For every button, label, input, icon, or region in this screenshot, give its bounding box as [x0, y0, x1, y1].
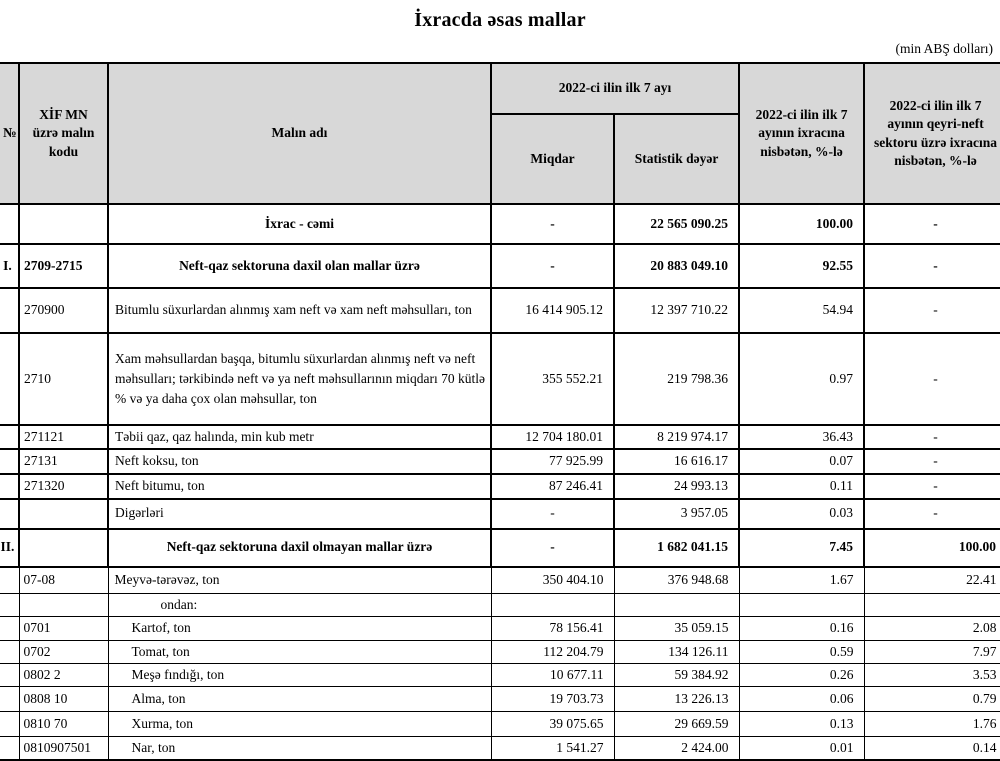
- table-row: [0, 712, 1000, 737]
- exports-table: [0, 62, 1000, 761]
- commodity-name-cell: İxrac - cəmi: [108, 204, 491, 244]
- share-of-nonoil-exports-cell: [864, 594, 1000, 617]
- table-row: [0, 288, 1000, 333]
- header-no: №: [0, 63, 19, 204]
- table-row: [0, 474, 1000, 499]
- quantity-cell: 1 541.27: [491, 737, 614, 761]
- row-number-cell: [0, 687, 19, 712]
- header-code: XİF MN üzrə malın kodu: [19, 63, 108, 204]
- commodity-code-cell: 0802 2: [19, 663, 108, 686]
- table-row: [0, 244, 1000, 288]
- share-of-exports-cell: 92.55: [739, 244, 864, 288]
- table-row: [0, 449, 1000, 473]
- share-of-nonoil-exports-cell: -: [864, 333, 1000, 425]
- table-row: [0, 594, 1000, 617]
- statistical-value-cell: 22 565 090.25: [614, 204, 739, 244]
- row-number-cell: [0, 663, 19, 686]
- share-of-exports-cell: 0.07: [739, 449, 864, 473]
- statistical-value-cell: [614, 594, 739, 617]
- quantity-cell: 78 156.41: [491, 617, 614, 640]
- quantity-cell: -: [491, 244, 614, 288]
- commodity-code-cell: 0702: [19, 640, 108, 663]
- commodity-code-cell: 0810 70: [19, 712, 108, 737]
- commodity-code-cell: 2710: [19, 333, 108, 425]
- statistical-value-cell: 8 219 974.17: [614, 425, 739, 449]
- quantity-cell: -: [491, 529, 614, 567]
- share-of-exports-cell: 100.00: [739, 204, 864, 244]
- table-body: [0, 204, 1000, 760]
- commodity-name-cell: Neft-qaz sektoruna daxil olmayan mallar üzrə: [108, 529, 491, 567]
- commodity-code-cell: [19, 529, 108, 567]
- quantity-cell: 16 414 905.12: [491, 288, 614, 333]
- statistical-value-cell: 20 883 049.10: [614, 244, 739, 288]
- commodity-code-cell: 0808 10: [19, 687, 108, 712]
- commodity-code-cell: 270900: [19, 288, 108, 333]
- quantity-cell: -: [491, 204, 614, 244]
- share-of-nonoil-exports-cell: 2.08: [864, 617, 1000, 640]
- share-of-exports-cell: 54.94: [739, 288, 864, 333]
- share-of-nonoil-exports-cell: -: [864, 244, 1000, 288]
- commodity-name-cell: Nar, ton: [108, 737, 491, 761]
- commodity-name-cell: Alma, ton: [108, 687, 491, 712]
- statistical-value-cell: 2 424.00: [614, 737, 739, 761]
- share-of-exports-cell: 0.11: [739, 474, 864, 499]
- row-number-cell: [0, 288, 19, 333]
- header-name: Malın adı: [108, 63, 491, 204]
- table-header: [0, 63, 1000, 204]
- row-number-cell: [0, 474, 19, 499]
- quantity-cell: -: [491, 499, 614, 529]
- share-of-nonoil-exports-cell: -: [864, 425, 1000, 449]
- row-number-cell: [0, 449, 19, 473]
- commodity-name-cell: Neft bitumu, ton: [108, 474, 491, 499]
- share-of-nonoil-exports-cell: -: [864, 474, 1000, 499]
- page-title: İxracda əsas mallar: [414, 9, 586, 31]
- share-of-nonoil-exports-cell: 3.53: [864, 663, 1000, 686]
- share-of-nonoil-exports-cell: -: [864, 499, 1000, 529]
- header-share-nonoil: 2022-ci ilin ilk 7 ayının qeyri-neft sektoru üzrə ixracına nisbətən, %-lə: [864, 63, 1000, 204]
- row-number-cell: [0, 333, 19, 425]
- statistical-value-cell: 219 798.36: [614, 333, 739, 425]
- share-of-exports-cell: [739, 594, 864, 617]
- quantity-cell: 112 204.79: [491, 640, 614, 663]
- statistical-value-cell: 29 669.59: [614, 712, 739, 737]
- commodity-name-cell: Neft koksu, ton: [108, 449, 491, 473]
- commodity-name-cell: Meşə fındığı, ton: [108, 663, 491, 686]
- row-number-cell: [0, 594, 19, 617]
- header-qty: Miqdar: [491, 114, 614, 204]
- share-of-nonoil-exports-cell: -: [864, 204, 1000, 244]
- row-number-cell: I.: [0, 244, 19, 288]
- statistical-value-cell: 1 682 041.15: [614, 529, 739, 567]
- share-of-exports-cell: 36.43: [739, 425, 864, 449]
- share-of-exports-cell: 0.13: [739, 712, 864, 737]
- statistical-value-cell: 24 993.13: [614, 474, 739, 499]
- table-row: [0, 204, 1000, 244]
- share-of-exports-cell: 0.59: [739, 640, 864, 663]
- table-row: [0, 617, 1000, 640]
- commodity-name-cell: Kartof, ton: [108, 617, 491, 640]
- table-row: [0, 425, 1000, 449]
- share-of-exports-cell: 0.06: [739, 687, 864, 712]
- quantity-cell: 12 704 180.01: [491, 425, 614, 449]
- header-share-total: 2022-ci ilin ilk 7 ayının ixracına nisbətən, %-lə: [739, 63, 864, 204]
- commodity-code-cell: [19, 499, 108, 529]
- statistical-value-cell: 3 957.05: [614, 499, 739, 529]
- row-number-cell: [0, 567, 19, 594]
- table-row: [0, 333, 1000, 425]
- share-of-exports-cell: 0.97: [739, 333, 864, 425]
- share-of-nonoil-exports-cell: 0.79: [864, 687, 1000, 712]
- row-number-cell: [0, 737, 19, 761]
- share-of-nonoil-exports-cell: -: [864, 288, 1000, 333]
- header-stat-value: Statistik dəyər: [614, 114, 739, 204]
- share-of-nonoil-exports-cell: 1.76: [864, 712, 1000, 737]
- table-row: [0, 737, 1000, 761]
- quantity-cell: 39 075.65: [491, 712, 614, 737]
- share-of-nonoil-exports-cell: 22.41: [864, 567, 1000, 594]
- commodity-name-cell: Neft-qaz sektoruna daxil olan mallar üzrə: [108, 244, 491, 288]
- share-of-exports-cell: 7.45: [739, 529, 864, 567]
- quantity-cell: [491, 594, 614, 617]
- table-row: [0, 499, 1000, 529]
- share-of-exports-cell: 0.01: [739, 737, 864, 761]
- row-number-cell: [0, 640, 19, 663]
- commodity-code-cell: [19, 594, 108, 617]
- table-row: [0, 687, 1000, 712]
- commodity-code-cell: 2709-2715: [19, 244, 108, 288]
- share-of-exports-cell: 0.16: [739, 617, 864, 640]
- share-of-exports-cell: 0.26: [739, 663, 864, 686]
- commodity-name-cell: Digərləri: [108, 499, 491, 529]
- share-of-nonoil-exports-cell: 7.97: [864, 640, 1000, 663]
- commodity-name-cell: Meyvə-tərəvəz, ton: [108, 567, 491, 594]
- unit-note: (min ABŞ dolları): [895, 41, 993, 56]
- commodity-code-cell: 07-08: [19, 567, 108, 594]
- statistical-value-cell: 35 059.15: [614, 617, 739, 640]
- commodity-name-cell: Təbii qaz, qaz halında, min kub metr: [108, 425, 491, 449]
- commodity-name-cell: Tomat, ton: [108, 640, 491, 663]
- share-of-exports-cell: 1.67: [739, 567, 864, 594]
- commodity-code-cell: 271320: [19, 474, 108, 499]
- statistical-value-cell: 59 384.92: [614, 663, 739, 686]
- table-row: [0, 663, 1000, 686]
- share-of-nonoil-exports-cell: -: [864, 449, 1000, 473]
- quantity-cell: 77 925.99: [491, 449, 614, 473]
- commodity-code-cell: 0701: [19, 617, 108, 640]
- commodity-code-cell: 0810907501: [19, 737, 108, 761]
- share-of-exports-cell: 0.03: [739, 499, 864, 529]
- quantity-cell: 355 552.21: [491, 333, 614, 425]
- quantity-cell: 19 703.73: [491, 687, 614, 712]
- commodity-name-cell: Bitumlu süxurlardan alınmış xam neft və xam neft məhsulları, ton: [108, 288, 491, 333]
- share-of-nonoil-exports-cell: 100.00: [864, 529, 1000, 567]
- commodity-name-cell: Xurma, ton: [108, 712, 491, 737]
- commodity-code-cell: [19, 204, 108, 244]
- share-of-nonoil-exports-cell: 0.14: [864, 737, 1000, 761]
- statistical-value-cell: 12 397 710.22: [614, 288, 739, 333]
- statistical-value-cell: 376 948.68: [614, 567, 739, 594]
- table-row: [0, 640, 1000, 663]
- row-number-cell: [0, 712, 19, 737]
- row-number-cell: [0, 499, 19, 529]
- statistical-value-cell: 13 226.13: [614, 687, 739, 712]
- row-number-cell: [0, 425, 19, 449]
- commodity-code-cell: 271121: [19, 425, 108, 449]
- table-row: [0, 567, 1000, 594]
- row-number-cell: [0, 617, 19, 640]
- commodity-code-cell: 27131: [19, 449, 108, 473]
- quantity-cell: 350 404.10: [491, 567, 614, 594]
- quantity-cell: 87 246.41: [491, 474, 614, 499]
- header-period-group: 2022-ci ilin ilk 7 ayı: [491, 63, 739, 114]
- row-number-cell: [0, 204, 19, 244]
- commodity-name-cell: ondan:: [108, 594, 491, 617]
- quantity-cell: 10 677.11: [491, 663, 614, 686]
- commodity-name-cell: Xam məhsullardan başqa, bitumlu süxurlardan alınmış neft və neft məhsulları; tərkibində neft və ya neft məhsullarının miqdarı 70 kütlə % və ya daha çox olan məhsullar, ton: [108, 333, 491, 425]
- table-row: [0, 529, 1000, 567]
- row-number-cell: II.: [0, 529, 19, 567]
- statistical-value-cell: 16 616.17: [614, 449, 739, 473]
- statistical-value-cell: 134 126.11: [614, 640, 739, 663]
